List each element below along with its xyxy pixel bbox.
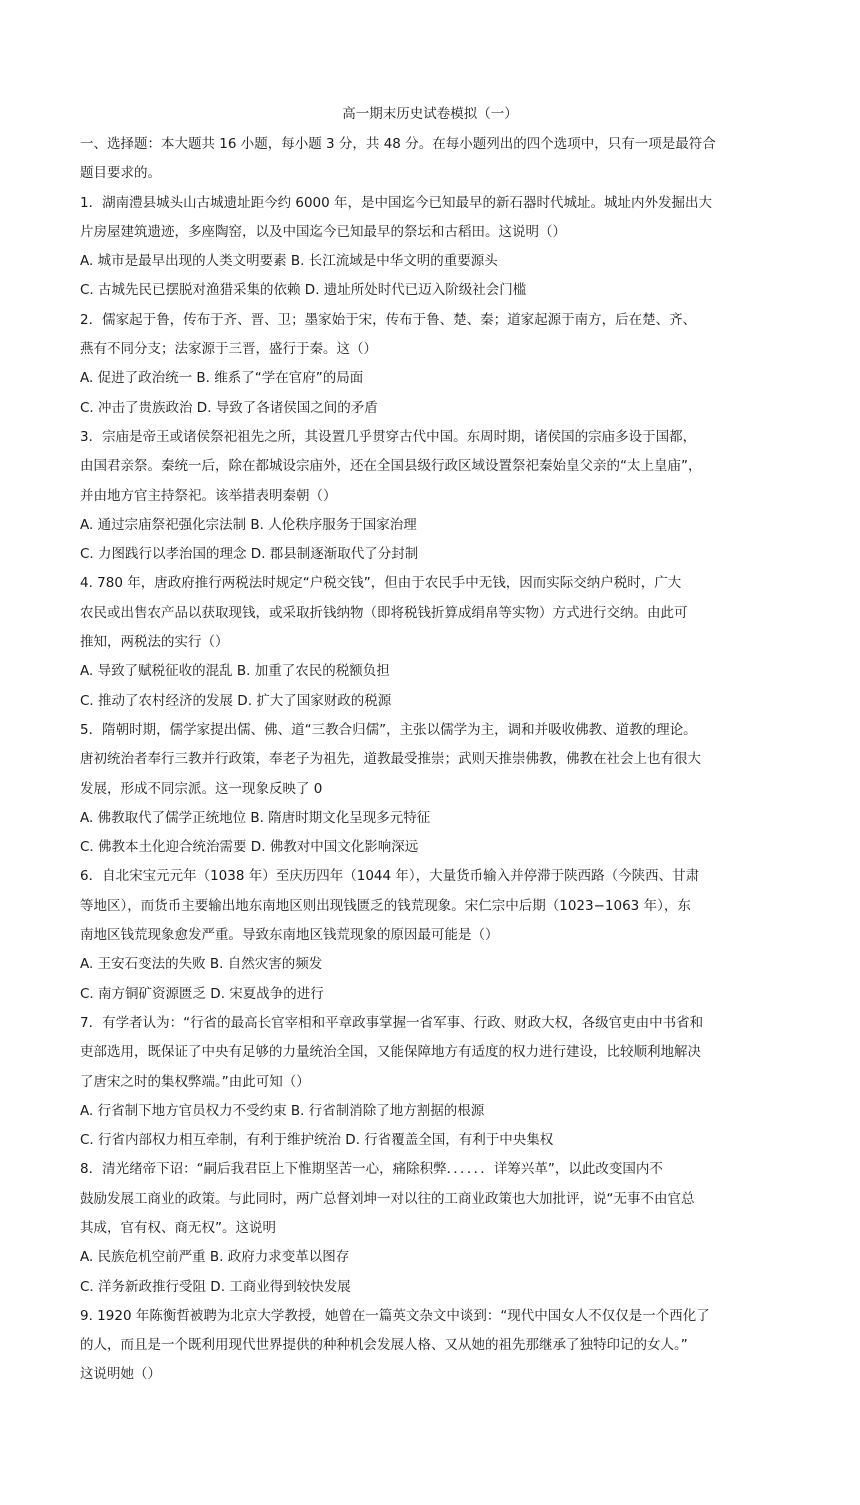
text-line: 6．自北宋宝元元年（1038 年）至庆历四年（1044 年），大量货币输入并停滞于陕西路（今陕西、甘肃 (80, 868, 700, 885)
text-line: 鼓励发展工商业的政策。与此同时，两广总督刘坤一对以往的工商业政策也大加批评，说“无事不由官总 (80, 1190, 695, 1207)
text-line: C. 推动了农村经济的发展 D. 扩大了国家财政的税源 (80, 692, 392, 709)
text-line: C. 古城先民已摆脱对渔猎采集的依赖 D. 遗址所处时代已迈入阶级社会门槛 (80, 282, 527, 299)
text-line: 1．湖南澧县城头山古城遗址距今约 6000 年，是中国迄今已知最早的新石器时代城址。城址内外发掘出大 (80, 194, 713, 211)
text-line: C. 洋务新政推行受阻 D. 工商业得到较快发展 (80, 1278, 351, 1295)
text-line: 推知，两税法的实行（） (80, 634, 229, 651)
text-line: A. 王安石变法的失败 B. 自然灾害的频发 (80, 956, 323, 973)
document-title: 高一期末历史试卷模拟（一） (342, 106, 518, 122)
text-line: 唐初统治者奉行三教并行政策，奉老子为祖先，道教最受推崇；武则天推崇佛教，佛教在社会上也有很大 (80, 751, 701, 768)
text-line: 并由地方官主持祭祀。该举措表明秦朝（） (80, 487, 337, 504)
text-line: C. 冲击了贵族政治 D. 导致了各诸侯国之间的矛盾 (80, 399, 378, 416)
text-line: 这说明她（） (80, 1366, 161, 1383)
text-line: C. 行省内部权力相互牵制，有利于维护统治 D. 行省覆盖全国，有利于中央集权 (80, 1132, 554, 1149)
text-line: C. 力图践行以孝治国的理念 D. 郡县制逐渐取代了分封制 (80, 546, 419, 563)
text-line: 南地区钱荒现象愈发严重。导致东南地区钱荒现象的原因最可能是（） (80, 927, 499, 944)
text-line: 4. 780 年，唐政府推行两税法时规定“户税交钱”，但由于农民手中无钱，因而实际交纳户税时，广大 (80, 575, 682, 592)
text-line: C. 南方铜矿资源匮乏 D. 宋夏战争的进行 (80, 985, 324, 1002)
text-line: 由国君亲祭。秦统一后，除在都城设宗庙外，还在全国县级行政区域设置祭祀秦始皇父亲的“太上皇庙”， (80, 458, 702, 475)
text-line: 其成，官有权、商无权”。这说明 (80, 1219, 276, 1236)
text-line: 题目要求的。 (80, 165, 161, 182)
text-line: 9. 1920 年陈衡哲被聘为北京大学教授，她曾在一篇英文杂文中谈到：“现代中国女人不仅仅是一个西化了 (80, 1307, 710, 1324)
text-line: 等地区），而货币主要输出地东南地区则出现钱匮乏的钱荒现象。宋仁宗中后期（1023−1063 年），东 (80, 897, 691, 914)
text-line: 片房屋建筑遗迹，多座陶窑，以及中国迄今已知最早的祭坛和古稻田。这说明（） (80, 223, 566, 240)
text-line: 5．隋朝时期，儒学家提出儒、佛、道“三教合归儒”，主张以儒学为主，调和并吸收佛教、道教的理论。 (80, 721, 697, 738)
text-line: A. 行省制下地方官员权力不受约束 B. 行省制消除了地方割据的根源 (80, 1102, 485, 1119)
text-line: 3．宗庙是帝王或诸侯祭祀祖先之所，其设置几乎贯穿古代中国。东周时期，诸侯国的宗庙多设于国都， (80, 428, 697, 445)
text-line: 2．儒家起于鲁，传布于齐、晋、卫；墨家始于宋，传布于鲁、楚、秦；道家起源于南方，后在楚、齐、 (80, 311, 697, 328)
text-line: A. 通过宗庙祭祀强化宗法制 B. 人伦秩序服务于国家治理 (80, 516, 417, 533)
text-line: 7．有学者认为：“行省的最高长官宰相和平章政事掌握一省军事、行政、财政大权，各级官吏由中书省和 (80, 1014, 704, 1031)
text-line: 农民或出售农产品以获取现钱，或采取折钱纳物（即将税钱折算成绢帛等实物）方式进行交纳。由此可 (80, 604, 688, 621)
text-line: 的人，而且是一个既利用现代世界提供的种种机会发展人格、又从她的祖先那继承了独特印记的女人。” (80, 1337, 688, 1354)
text-line: A. 城市是最早出现的人类文明要素 B. 长江流域是中华文明的重要源头 (80, 253, 498, 270)
text-line: C. 佛教本土化迎合统治需要 D. 佛教对中国文化影响深远 (80, 839, 419, 856)
text-line: 吏部选用，既保证了中央有足够的力量统治全国，又能保障地方有适度的权力进行建设，比较顺利地解决 (80, 1044, 701, 1061)
text-line: A. 导致了赋税征收的混乱 B. 加重了农民的税额负担 (80, 663, 390, 680)
text-line: 一、选择题：本大题共 16 小题，每小题 3 分，共 48 分。在每小题列出的四个选项中，只有一项是最符合 (80, 136, 716, 152)
text-line: A. 民族危机空前严重 B. 政府力求变革以图存 (80, 1249, 350, 1266)
text-line: 了唐宋之时的集权弊端。”由此可知（） (80, 1073, 310, 1090)
text-line: 燕有不同分支；法家源于三晋，盛行于秦。这（） (80, 341, 377, 358)
document-body (80, 130, 782, 1390)
text-line: 8．清光绪帝下诏：“嗣后我君臣上下惟期坚苦一心，痛除积弊．．．．．．详筹兴革”，以此改变国内不 (80, 1161, 663, 1178)
text-line: A. 佛教取代了儒学正统地位 B. 隋唐时期文化呈现多元特征 (80, 809, 431, 826)
text-line: A. 促进了政治统一 B. 维系了“学在官府”的局面 (80, 370, 364, 387)
text-line: 发展，形成不同宗派。这一现象反映了 0 (80, 780, 323, 797)
